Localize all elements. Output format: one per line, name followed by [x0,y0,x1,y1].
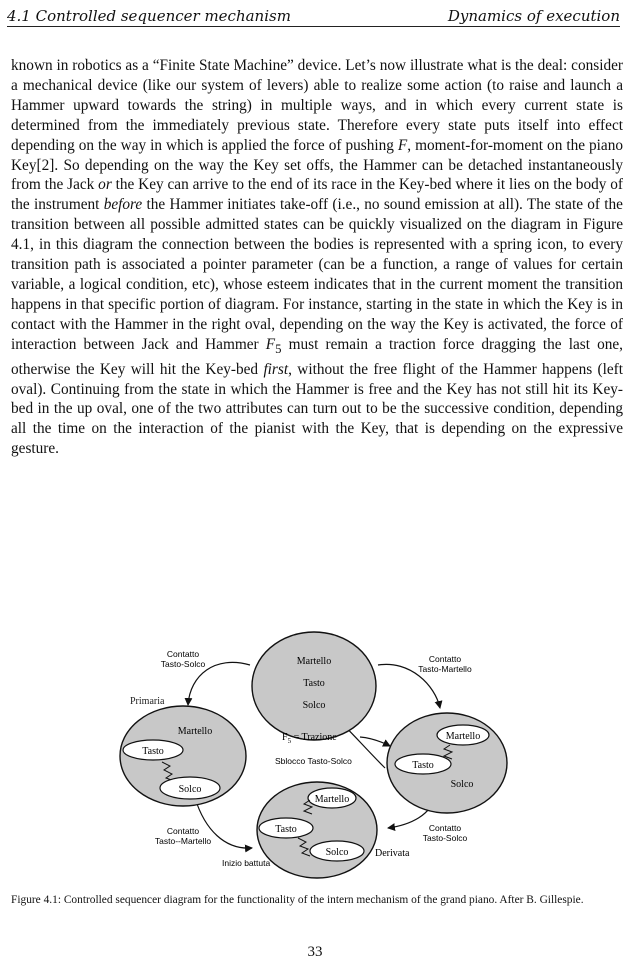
section-title: 4.1 Controlled sequencer mechanism [7,7,291,25]
emph-or: or [98,176,112,194]
state-top-tasto: Tasto [303,678,325,689]
label-contatto-tasto-solco-bottom-right: Contatto [428,823,462,833]
label-contatto-tasto-martello-bottom-left-2: Tasto--Martello [154,836,212,846]
math-f5-subscript: 5 [275,341,282,356]
figure-caption: Figure 4.1: Controlled sequencer diagram for the functionality of the intern mechanism of the grand piano. After B. Gillespie. [11,894,584,906]
state-top-solco: Solco [302,700,326,711]
math-f5: F [265,335,276,353]
state-left-martello: Martello [177,726,213,737]
text-run: , without the free flight of the Hammer happens (left oval). Continuing from the state in which the Hammer is free and the Key has not still hit its Key-bed in the up oval, one of the two attributes can turn out to be the successive condition, depending all the time on the interaction of the pianist with the Key, that is depending on the expressive gesture. [11,360,623,458]
page-number: 33 [307,944,323,960]
chapter-title: Dynamics of execution [447,7,620,25]
state-right-tasto: Tasto [412,760,434,771]
header-rule [7,26,620,27]
state-right-solco: Solco [450,779,474,790]
label-derivata: Derivata [375,848,410,859]
text-run: the Hammer initiates take-off (i.e., no sound emission at all). The state of the transition between all possible admitted states can be quickly visualized on the diagram in Figure 4.1, in this diagram the connection between the bodies is represented with a spring icon, to every transition path is associated a pointer parameter (can be a function, a range of values for certain variable, a logical condition, etc), whose esteem indicates that in the current moment the transition happens in that specific portion of diagram. For instance, starting in the state in which the Key is in contact with the Hammer in the right oval, depending on the way the Key is activated, the force of interaction between Jack and Hammer [11,196,623,353]
label-inizio-battuta: Inizio battuta [222,858,271,868]
state-right-martello: Martello [445,731,481,742]
paragraph [11,56,623,459]
label-f5-trazione [282,732,337,745]
state-right-oval [387,713,507,813]
label-contatto-tasto-martello-bottom-left: Contatto [166,826,200,836]
label-contatto-tasto-solco-bottom-right-2: Tasto-Solco [422,833,468,843]
state-diagram [110,620,510,880]
label-primaria: Primaria [130,696,165,707]
label-contatto-tasto-solco-top-left-2: Tasto-Solco [160,659,206,669]
label-f5-trazione-sub: 5 [287,737,292,745]
state-left-solco: Solco [178,784,202,795]
math-f: F [397,136,408,154]
body-paragraph [11,56,623,459]
state-top-martello: Martello [296,656,332,667]
text-run: known in robotics as a “Finite State Machine” device. Let’s now illustrate what is the deal: consider a mechanical device (like our system of levers) able to realize some action (to raise and launch a Hammer upward towards the string) in multiple ways, and in which every current state is determined from the immediately previous state. Therefore every state puts itself into effect depending on the way in which is applied the force of pushing [11,57,623,154]
text-run: , moment-for-moment on the piano Key[2]. So depending on the way the Key set offs, the Hammer can be detached instantaneously from the Jack [11,136,623,194]
label-contatto-tasto-martello-top-right: Contatto [428,654,462,664]
text-run: the Key can arrive to the end of its race in the Key-bed where it lies on the body of the instrument [11,176,623,214]
state-left-oval [120,706,246,806]
state-bottom-solco: Solco [325,847,349,858]
transition-arrow [360,737,390,746]
label-contatto-tasto-solco-top-left: Contatto [166,649,200,659]
label-f5-trazione-f: F [282,732,288,743]
state-bottom-tasto: Tasto [275,824,297,835]
emph-first: first [263,360,289,378]
state-bottom-martello: Martello [314,794,350,805]
state-left-tasto: Tasto [142,746,164,757]
state-bottom-oval [257,782,377,878]
text-run: must remain a traction force dragging the last one, otherwise the Key will hit the Key-bed [11,335,623,378]
state-top-oval [252,632,376,740]
emph-before: before [103,196,143,214]
label-contatto-tasto-martello-top-right-2: Tasto-Martello [418,664,472,674]
label-f5-trazione-rest: = Trazione [291,732,337,743]
running-header [7,6,620,26]
label-sblocco-tasto-solco: Sblocco Tasto-Solco [275,756,352,766]
